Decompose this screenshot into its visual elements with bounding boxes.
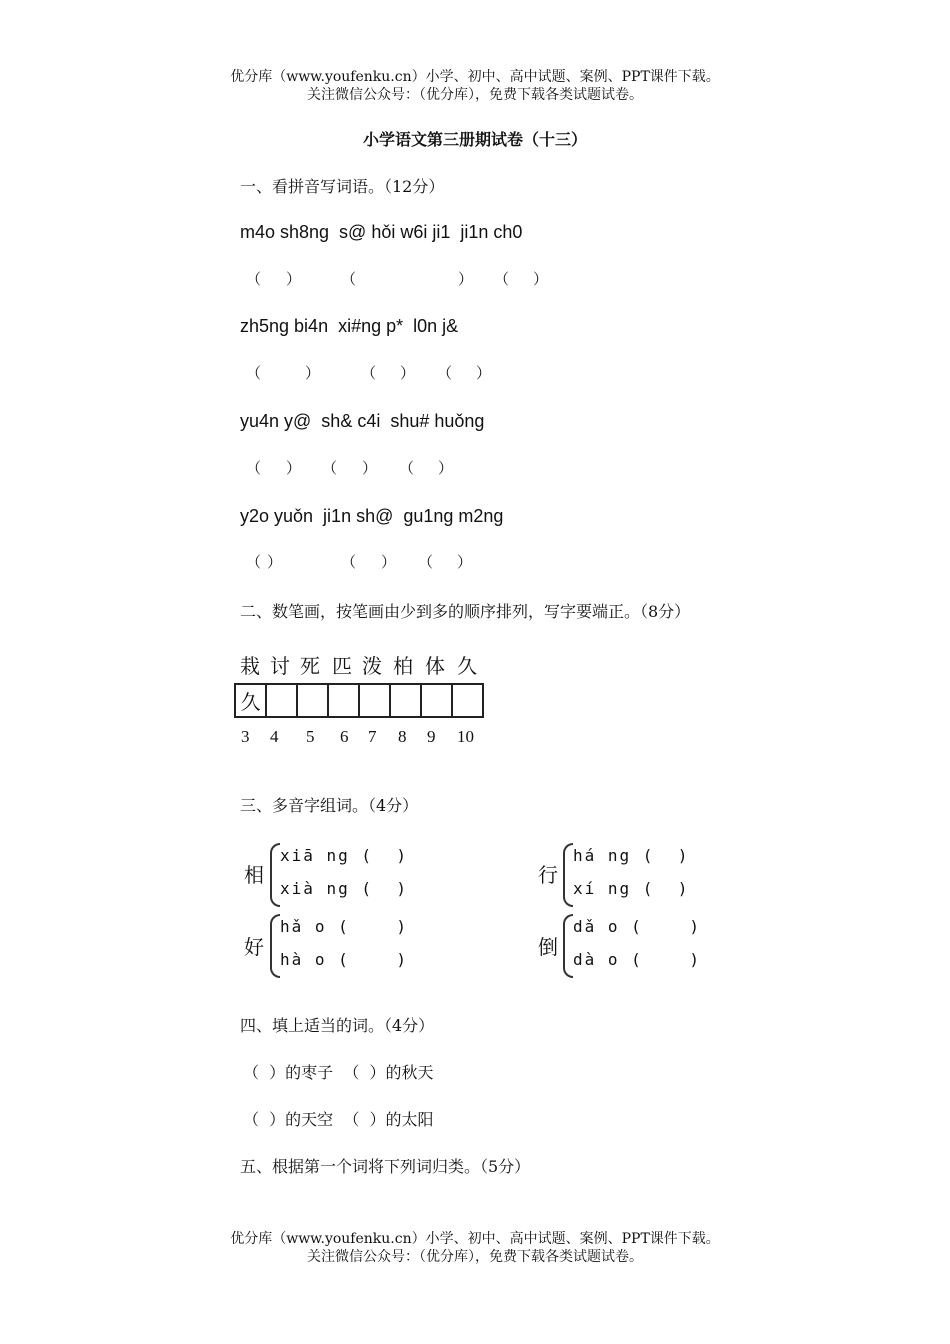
blank-open: （: [399, 459, 415, 477]
polyphone-char-dao: 倒: [538, 935, 558, 959]
blank-open: （: [246, 553, 262, 571]
page-title: 小学语文第三册期试卷（十三）: [362, 130, 587, 149]
blank-open: （: [437, 364, 453, 382]
grid-cell[interactable]: [421, 684, 452, 717]
blank-open: （: [361, 364, 377, 382]
stroke-char: 柏: [393, 654, 413, 678]
blank-open: （: [341, 270, 357, 288]
grid-cell[interactable]: [297, 684, 328, 717]
stroke-char: 讨: [270, 654, 290, 678]
polyphone-char-hao: 好: [244, 935, 264, 959]
blank-close: ）: [362, 459, 378, 477]
pinyin-row-4: y2o yuǒn ji1n sh@ gu1ng m2ng: [240, 506, 504, 526]
blank-close: ）: [533, 270, 549, 288]
blank-open: （: [494, 270, 510, 288]
polyphone-option: dà o ( ): [573, 950, 701, 969]
blank-close: ）: [267, 553, 283, 571]
stroke-char: 久: [457, 654, 477, 678]
stroke-number: 4: [270, 727, 279, 746]
blank-open: （: [246, 270, 262, 288]
stroke-grid: [234, 683, 484, 718]
stroke-number: 10: [457, 727, 474, 746]
blank-open: （: [322, 459, 338, 477]
blank-open: （: [418, 553, 434, 571]
brace-icon: [270, 914, 280, 978]
polyphone-option: xià ng ( ): [280, 879, 408, 898]
blank-open: （: [246, 459, 262, 477]
brace-icon: [563, 914, 573, 978]
polyphone-option: xí ng ( ): [573, 879, 690, 898]
polyphone-option: hà o ( ): [280, 950, 408, 969]
stroke-number: 5: [306, 727, 315, 746]
blank-close: ）: [381, 553, 397, 571]
grid-cell[interactable]: [452, 684, 483, 717]
blank-close: ）: [286, 270, 302, 288]
pinyin-row-1: m4o sh8ng s@ hǒi w6i ji1 ji1n ch0: [240, 222, 523, 242]
header-line-2: 关注微信公众号：（优分库），免费下载各类试题试卷。: [307, 87, 643, 103]
section-4-heading: 四、填上适当的词。（4分）: [240, 1016, 435, 1035]
fill-line-1: （ ）的枣子 （ ）的秋天: [243, 1063, 434, 1082]
blank-open: （: [246, 364, 262, 382]
polyphone-option: hǎ o ( ): [280, 917, 408, 936]
blank-close: ）: [458, 270, 474, 288]
brace-icon: [270, 843, 280, 907]
brace-icon: [563, 843, 573, 907]
grid-cell[interactable]: [359, 684, 390, 717]
grid-cell[interactable]: 久: [235, 684, 266, 717]
grid-cell[interactable]: [390, 684, 421, 717]
header-line-1: 优分库（www.youfenku.cn）小学、初中、高中试题、案例、PPT课件下载。: [230, 69, 720, 85]
stroke-char: 体: [425, 654, 445, 678]
polyphone-char-xing: 行: [538, 863, 558, 887]
stroke-number: 8: [398, 727, 407, 746]
footer-line-2: 关注微信公众号：（优分库），免费下载各类试题试卷。: [307, 1249, 643, 1265]
blank-close: ）: [400, 364, 416, 382]
section-5-heading: 五、根据第一个词将下列词归类。（5分）: [240, 1157, 531, 1176]
stroke-char: 匹: [332, 654, 352, 678]
stroke-number: 9: [427, 727, 436, 746]
blank-close: ）: [457, 553, 473, 571]
stroke-char: 栽: [240, 654, 260, 678]
polyphone-option: dǎ o ( ): [573, 917, 701, 936]
stroke-number: 7: [368, 727, 377, 746]
polyphone-char-xiang: 相: [244, 863, 264, 887]
section-1-heading: 一、看拼音写词语。（12分）: [240, 177, 445, 196]
fill-line-2: （ ）的天空 （ ）的太阳: [243, 1110, 434, 1129]
blank-close: ）: [476, 364, 492, 382]
stroke-char: 泼: [362, 654, 382, 678]
section-3-heading: 三、多音字组词。（4分）: [240, 796, 419, 815]
stroke-char: 死: [300, 654, 320, 678]
section-2-heading: 二、数笔画，按笔画由少到多的顺序排列，写字要端正。（8分）: [240, 602, 691, 621]
pinyin-row-2: zh5ng bi4n xi#ng p* l0n j&: [240, 316, 459, 336]
stroke-number: 3: [241, 727, 250, 746]
blank-close: ）: [286, 459, 302, 477]
polyphone-option: xiā ng ( ): [280, 846, 408, 865]
blank-close: ）: [438, 459, 454, 477]
stroke-number: 6: [340, 727, 349, 746]
pinyin-row-3: yu4n y@ sh& c4i shu# huǒng: [240, 411, 485, 431]
blank-open: （: [341, 553, 357, 571]
footer-line-1: 优分库（www.youfenku.cn）小学、初中、高中试题、案例、PPT课件下载。: [230, 1231, 720, 1247]
grid-cell[interactable]: [266, 684, 297, 717]
polyphone-option: há ng ( ): [573, 846, 690, 865]
blank-close: ）: [305, 364, 321, 382]
grid-cell[interactable]: [328, 684, 359, 717]
